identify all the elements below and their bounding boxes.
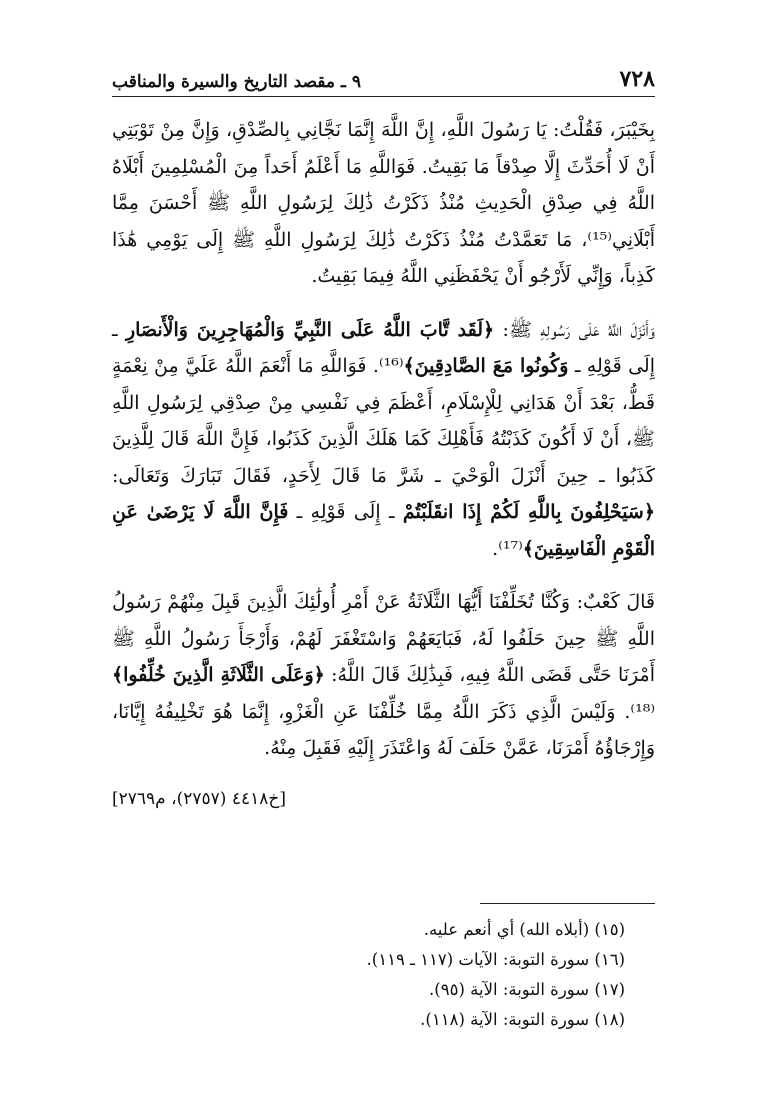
paragraph-2 [112,312,655,568]
footnote-separator [480,903,655,904]
quran-verse: وَكُونُوا مَعَ الصَّادِقِينَ﴾ [403,355,569,377]
quran-verse: ﴿لَقَد تَّابَ اللَّهُ عَلَى النَّبِيِّ وَالْمُهَاجِرِينَ وَالْأَنصَارِ [125,318,495,341]
text-segment: ⁽¹⁸⁾ [630,700,655,723]
text-segment: ⁽¹⁶⁾ [378,355,404,377]
text-segment: ـ إِلَى قَوْلِهِ ـ [112,318,655,377]
footnote-18: (١٨) سورة التوبة: الآية (١١٨). [420,1010,625,1029]
quran-verse: ﴿وَعَلَى الثَّلَاثَةِ الَّذِينَ خُلِّفُوا﴾ [112,664,325,686]
footnotes [112,915,655,1035]
paragraph-1 [112,112,655,295]
text-segment: قَالَ كَعْبٌ: وَكُنَّا تُخَلِّفْنَا أَيُّهَا الثَّلَاثَةُ عَنْ أَمْرِ أُولَٰئِكَ الَّذِينَ قَبِلَ مِنْهُمْ رَسُولُ اللَّهِ ﷺ حِينَ حَلَفُوا لَهُ، فَبَايَعَهُمْ وَاسْتَغْفَرَ لَهُمْ، وَأَرْجَأَ رَسُولُ اللَّهِ ﷺ أَمْرَنَا حَتَّى قَضَى اللَّهُ فِيهِ، فَبِذَٰلِكَ قَالَ اللَّهُ: [112,591,655,686]
running-title: ٩ ـ مقصد التاريخ والسيرة والمناقب [112,72,361,92]
footnote-17: (١٧) سورة التوبة: الآية (٩٥). [429,980,625,999]
page-header [112,56,655,97]
hadith-reference: [خ٤٤١٨ (٢٧٥٧)، م٢٧٦٩] [112,788,286,809]
text-segment: . [492,537,499,560]
quran-verse: فَإِنَّ اللَّهَ لَا يَرْضَىٰ عَنِ الْقَوْمِ الْفَاسِقِينَ﴾ [112,501,655,560]
main-text [112,112,655,814]
footnote-16: (١٦) سورة التوبة: الآيات (١١٧ ـ ١١٩). [366,950,625,969]
text-segment: ⁽¹⁷⁾ [498,537,523,560]
text-segment: ، مَا تَعَمَّدْتُ مُنْذُ ذَكَرْتُ ذَٰلِكَ لِرَسُولِ اللَّهِ ﷺ إِلَى يَوْمِي هَٰذَا كَذِباً، وَإِنِّي لَأَرْجُو أَنْ يَحْفَظَنِي اللَّهُ فِيمَا بَقِيتُ. [112,228,655,287]
text-segment: وَأَنْزَلَ اللَّهُ عَلَى رَسُولِهِ ﷺ: [494,318,656,341]
text-segment: ⁽¹⁵⁾ [587,228,612,251]
text-segment: . فَوَاللَّهِ مَا أَنْعَمَ اللَّهُ عَلَيَّ مِنْ نِعْمَةٍ قَطُّ، بَعْدَ أَنْ هَدَانِي لِلْإِسْلَامِ، أَعْظَمَ فِي نَفْسِي مِنْ صِدْقِي لِرَسُولِ اللَّهِ ﷺ، أَنْ لَا أَكُونَ كَذَبْتُهُ فَأَهْلِكَ كَمَا هَلَكَ الَّذِينَ كَذَبُوا، فَإِنَّ اللَّهَ قَالَ لِلَّذِينَ كَذَبُوا ـ حِينَ أَنْزَلَ الْوَحْيَ ـ شَرَّ مَا قَالَ لِأَحَدٍ، فَقَالَ تَبَارَكَ وَتَعَالَى: [112,355,655,487]
footnote-15: (١٥) (أبلاه الله) أي أنعم عليه. [423,920,625,939]
text-segment: بِخَيْبَرَ، فَقُلْتُ: يَا رَسُولَ اللَّهِ، إِنَّ اللَّهَ إِنَّمَا نَجَّانِي بِالصِّدْقِ، وَإِنَّ مِنْ تَوْبَتِي أَنْ لَا أُحَدِّثَ إِلَّا صِدْقاً مَا بَقِيتُ. فَوَاللَّهِ مَا أَعْلَمُ أَحَداً مِنَ الْمُسْلِمِينَ أَبْلَاهُ اللَّهُ فِي صِدْقِ الْحَدِيثِ مُنْذُ ذَكَرْتُ ذَٰلِكَ لِرَسُولِ اللَّهِ ﷺ أَحْسَنَ مِمَّا أَبْلَانِي [112,119,655,251]
paragraph-3 [112,584,655,767]
text-segment: ـ إِلَى قَوْلِهِ ـ [288,501,403,523]
text-segment: . وَلَيْسَ الَّذِي ذَكَرَ اللَّهُ مِمَّا خُلِّفْنَا عَنِ الْغَزْوِ، إِنَّمَا هُوَ تَخْلِيفُهُ إِيَّانَا، وَإِرْجَاؤُهُ أَمْرَنَا، عَمَّنْ حَلَفَ لَهُ وَاعْتَذَرَ إِلَيْهِ فَقَبِلَ مِنْهُ. [112,700,655,759]
quran-verse: ﴿سَيَحْلِفُونَ بِاللَّهِ لَكُمْ إِذَا انقَلَبْتُمْ [402,501,655,523]
page-number: ٧٢٨ [619,66,655,92]
